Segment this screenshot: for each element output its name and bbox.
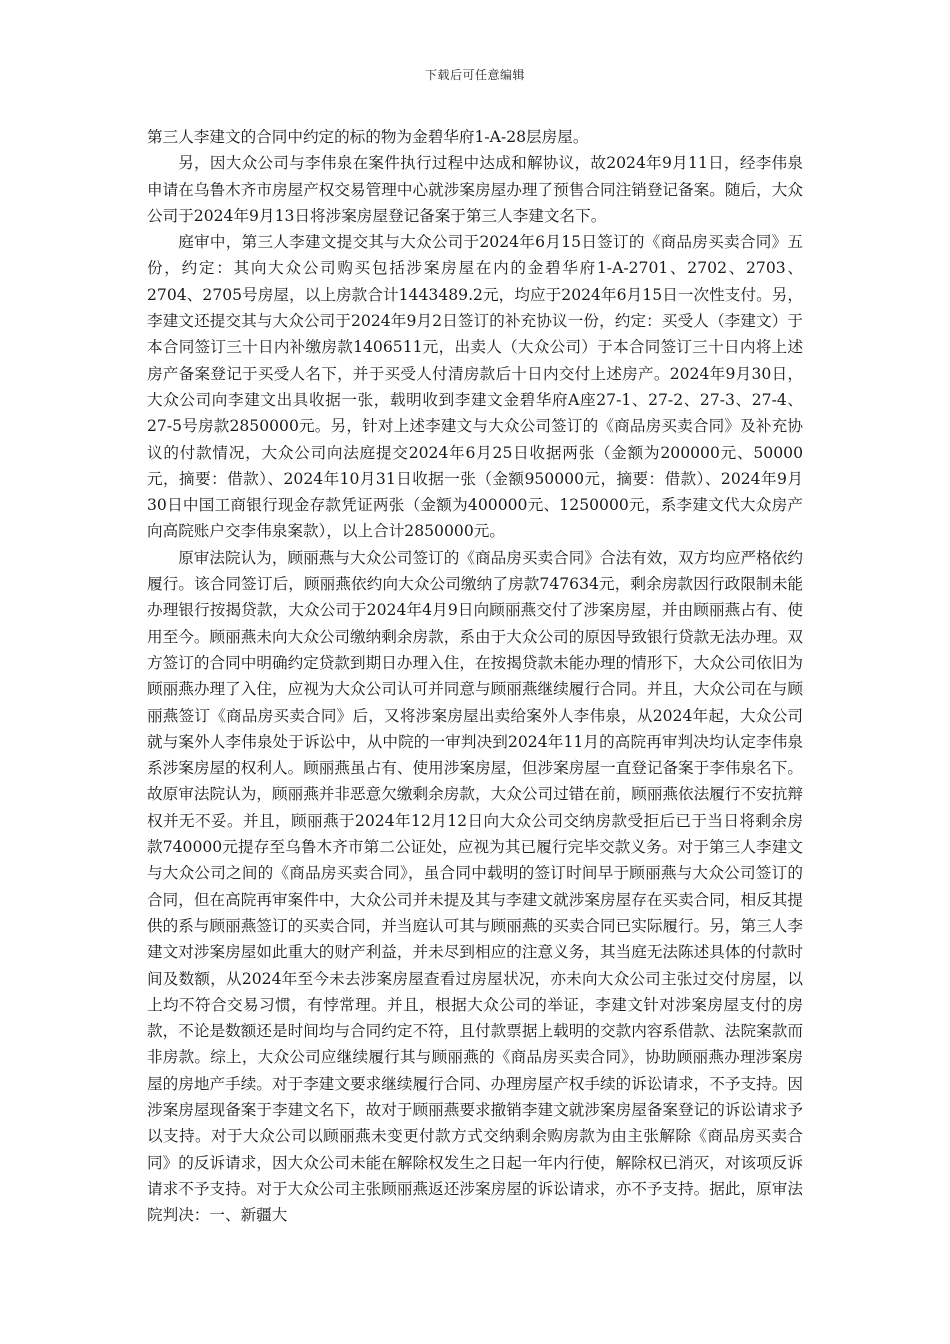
paragraph: 原审法院认为，顾丽燕与大众公司签订的《商品房买卖合同》合法有效，双方均应严格依约履行。该合同签订后，顾丽燕依约向大众公司缴纳了房款747634元，剩余房款因行政限制未能办理银行按揭贷款，大众公司于2024年4月9日向顾丽燕交付了涉案房屋，并由顾丽燕占有、使用至今。顾丽燕未向大众公司缴纳剩余房款，系由于大众公司的原因导致银行贷款无法办理。双方签订的合同中明确约定贷款到期日办理入住，在按揭贷款未能办理的情形下，大众公司依旧为顾丽燕办理了入住，应视为大众公司认可并同意与顾丽燕继续履行合同。并且，大众公司在与顾丽燕签订《商品房买卖合同》后，又将涉案房屋出卖给案外人李伟泉，从2024年起，大众公司就与案外人李伟泉处于诉讼中，从中院的一审判决到2024年11月的高院再审判决均认定李伟泉系涉案房屋的权利人。顾丽燕虽占有、使用涉案房屋，但涉案房屋一直登记备案于李伟泉名下。故原审法院认为，顾丽燕并非恶意欠缴剩余房款，大众公司过错在前，顾丽燕依法履行不安抗辩权并无不妥。并且，顾丽燕于2024年12月12日向大众公司交纳房款受拒后已于当日将剩余房款740000元提存至乌鲁木齐市第二公证处，应视为其已履行完毕交款义务。对于第三人李建文与大众公司之间的《商品房买卖合同》，虽合同中载明的签订时间早于顾丽燕与大众公司签订的合同，但在高院再审案件中，大众公司并未提及其与李建文就涉案房屋存在买卖合同，相反其提供的系与顾丽燕签订的买卖合同，并当庭认可其与顾丽燕的买卖合同已实际履行。另，第三人李建文对涉案房屋如此重大的财产利益，并未尽到相应的注意义务，其当庭无法陈述具体的付款时间及数额，从2024年至今未去涉案房屋查看过房屋状况，亦未向大众公司主张过交付房屋，以上均不符合交易习惯，有悖常理。并且，根据大众公司的举证，李建文针对涉案房屋支付的房款，不论是数额还是时间均与合同约定不符，且付款票据上载明的交款内容系借款、法院案款而非房款。综上，大众公司应继续履行其与顾丽燕的《商品房买卖合同》，协助顾丽燕办理涉案房屋的房地产手续。对于李建文要求继续履行合同、办理房屋产权手续的诉讼请求，不予支持。因涉案房屋现备案于李建文名下，故对于顾丽燕要求撤销李建文就涉案房屋备案登记的诉讼请求予以支持。对于大众公司以顾丽燕未变更付款方式交纳剩余购房款为由主张解除《商品房买卖合同》的反诉请求，因大众公司未能在解除权发生之日起一年内行使，解除权已消灭，对该项反诉请求不予支持。对于大众公司主张顾丽燕返还涉案房屋的诉讼请求，亦不予支持。据此，原审法院判决：一、新疆大: [147, 548, 803, 1225]
paragraph: 庭审中，第三人李建文提交其与大众公司于2024年6月15日签订的《商品房买卖合同》五份，约定：其向大众公司购买包括涉案房屋在内的金碧华府1-A-2701、2702、2703、2704、2705号房屋，以上房款合计1443489.2元，均应于2024年6月15日一次性支付。另，李建文还提交其与大众公司于2024年9月2日签订的补充协议一份，约定：买受人（李建文）于本合同签订三十日内补缴房款1406511元，出卖人（大众公司）于本合同签订三十日内将上述房产备案登记于买受人名下，并于买受人付清房款后十日内交付上述房产。2024年9月30日，大众公司向李建文出具收据一张，载明收到李建文金碧华府A座27-1、27-2、27-3、27-4、27-5号房款2850000元。另，针对上述李建文与大众公司签订的《商品房买卖合同》及补充协议的付款情况，大众公司向法庭提交2024年6月25日收据两张（金额为200000元、50000元，摘要：借款）、2024年10月31日收据一张（金额950000元，摘要：借款）、2024年9月30日中国工商银行现金存款凭证两张（金额为400000元、1250000元，系李建文代大众房产向高院账户交李伟泉案款），以上合计2850000元。: [147, 233, 803, 541]
paragraph: 另，因大众公司与李伟泉在案件执行过程中达成和解协议，故2024年9月11日，经李伟泉申请在乌鲁木齐市房屋产权交易管理中心就涉案房屋办理了预售合同注销登记备案。随后，大众公司于2024年9月13日将涉案房屋登记备案于第三人李建文名下。: [147, 154, 803, 225]
document-body: [147, 124, 803, 1228]
paragraph-continuation: 第三人李建文的合同中约定的标的物为金碧华府1-A-28层房屋。: [147, 128, 589, 146]
page-header: 下载后可任意编辑: [424, 68, 525, 82]
